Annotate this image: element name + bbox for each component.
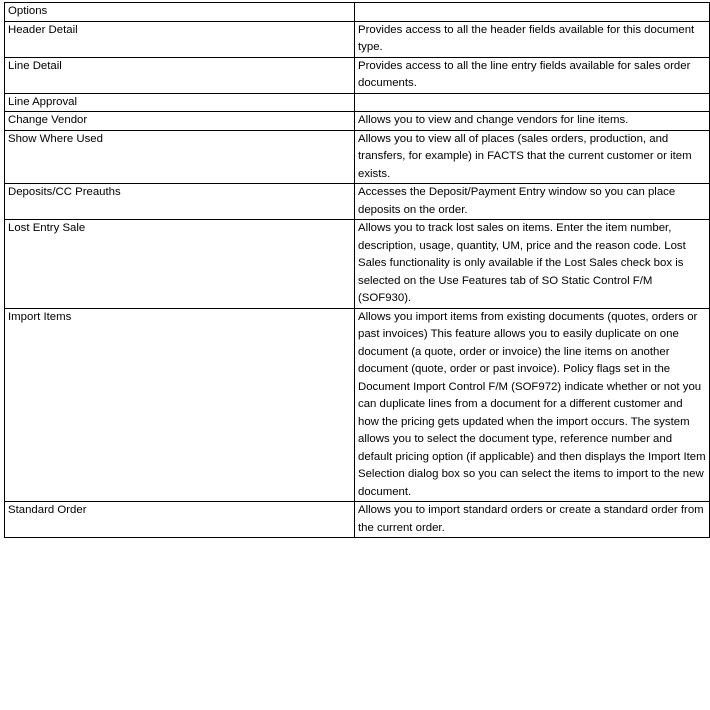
option-cell: Show Where Used xyxy=(5,130,355,184)
table-row xyxy=(5,130,710,184)
header-cell-options: Options xyxy=(5,3,355,22)
option-cell: Lost Entry Sale xyxy=(5,220,355,309)
description-cell: Allows you to view and change vendors for line items. xyxy=(355,112,710,131)
description-cell: Accesses the Deposit/Payment Entry window so you can place deposits on the order. xyxy=(355,184,710,220)
table-row xyxy=(5,112,710,131)
table-row xyxy=(5,21,710,57)
description-cell: Allows you to track lost sales on items. Enter the item number, description, usage, quantity, UM, price and the reason code. Lost Sales functionality is only available if the Lost Sales check box is selected on the Use Features tab of SO Static Control F/M (SOF930). xyxy=(355,220,710,309)
description-cell: Allows you import items from existing documents (quotes, orders or past invoices) This feature allows you to easily duplicate on one document (a quote, order or invoice) the line items on another document (quote, order or past invoice). Policy flags set in the Document Import Control F/M (SOF972) indicate whether or not you can duplicate lines from a document for a different customer and how the pricing gets updated when the import occurs. The system allows you to select the document type, reference number and default pricing option (if applicable) and then displays the Import Item Selection dialog box so you can select the items to import to the new document. xyxy=(355,308,710,502)
table-row xyxy=(5,184,710,220)
option-cell: Deposits/CC Preauths xyxy=(5,184,355,220)
table-row xyxy=(5,57,710,93)
description-cell: Allows you to view all of places (sales orders, production, and transfers, for example) in FACTS that the current customer or item exists. xyxy=(355,130,710,184)
option-cell: Line Detail xyxy=(5,57,355,93)
option-cell: Change Vendor xyxy=(5,112,355,131)
option-cell: Header Detail xyxy=(5,21,355,57)
description-cell: Provides access to all the header fields available for this document type. xyxy=(355,21,710,57)
table-header-row xyxy=(5,3,710,22)
description-cell: Allows you to import standard orders or create a standard order from the current order. xyxy=(355,502,710,538)
table-row xyxy=(5,502,710,538)
options-table xyxy=(4,2,710,538)
option-cell: Line Approval xyxy=(5,93,355,112)
header-cell-description xyxy=(355,3,710,22)
option-cell: Standard Order xyxy=(5,502,355,538)
table-row xyxy=(5,93,710,112)
description-cell: Provides access to all the line entry fields available for sales order documents. xyxy=(355,57,710,93)
table-row xyxy=(5,220,710,309)
table-row xyxy=(5,308,710,502)
option-cell: Import Items xyxy=(5,308,355,502)
description-cell xyxy=(355,93,710,112)
